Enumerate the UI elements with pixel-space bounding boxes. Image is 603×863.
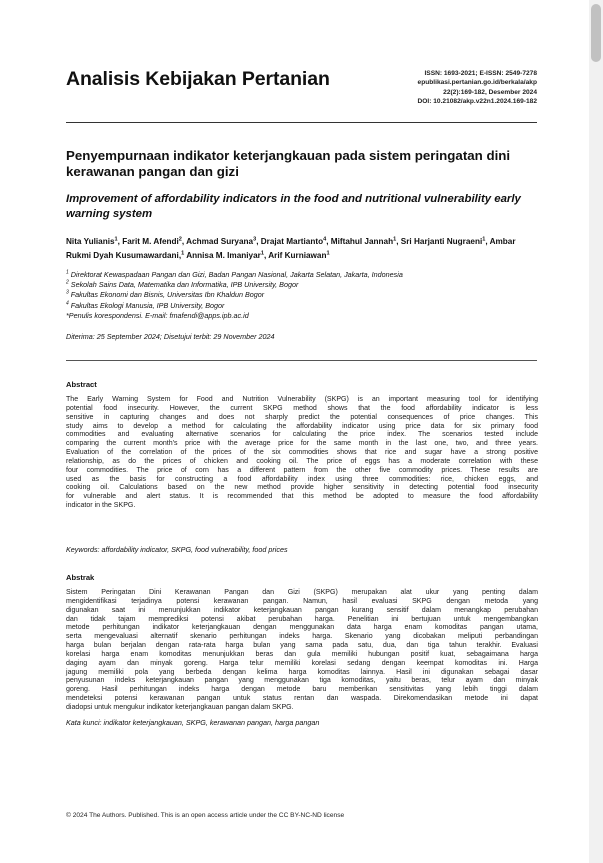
abstract-line: study aims to develop a method for calculating the affordability indicator using price data for six primary food — [66, 422, 538, 430]
journal-meta — [307, 69, 537, 107]
abstract-line: cooking oil. Calculations based on the new method provide higher sensitivity in detecting potential food insecurity — [66, 484, 538, 492]
abstract-line: potential food insecurity. However, the current SKPG method shows that the food affordability indicator is less — [66, 404, 538, 412]
affiliation-item — [66, 280, 538, 290]
doi-line: DOI: 10.21082/akp.v22n1.2024.169-182 — [417, 98, 537, 106]
author-list — [66, 235, 541, 263]
abstract-line: daging ayam dan minyak goreng. Harga telur memiliki korelasi sedang dengan keempat komoditas ini. Harga — [66, 659, 538, 667]
abstract-line: korelasi harga enam komoditas menunjukkan beras dan gula memiliki hubungan positif kuat, sebagaimana harga — [66, 650, 538, 658]
header-divider — [66, 122, 537, 123]
journal-url: epublikasi.pertanian.go.id/berkala/akp — [417, 79, 537, 87]
abstract-line: mendeteksi potensi kerawanan pangan untuk status rentan dan waspada. Direkomendasikan metode ini dapat — [66, 695, 538, 703]
affiliation-text: Fakultas Ekologi Manusia, IPB University, Bogor — [68, 300, 225, 310]
author-name: Achmad Suryana — [186, 237, 254, 246]
author-separator: , — [485, 237, 490, 246]
affiliation-item — [66, 270, 538, 280]
author-affiliation-marker: 1 — [326, 250, 330, 257]
abstract-line: sensitive in capturing changes and does not sharply predict the potential consequences of price changes. This — [66, 413, 538, 421]
abstract-line: Evaluation of the correlation of the prices of the six commodities shows that rice and sugar have a strong positive — [66, 449, 538, 457]
author-name: Farit M. Afendi — [122, 237, 179, 246]
scrollbar[interactable] — [589, 0, 603, 863]
affiliation-marker: 2 — [66, 279, 69, 286]
affiliation-marker: 3 — [66, 290, 69, 297]
author-affiliation-marker: 1 — [482, 236, 486, 243]
author-affiliation-marker: 4 — [323, 236, 327, 243]
abstract-line: four commodities. The price of corn has a different pattern from the other five commodity prices. These results are — [66, 466, 538, 474]
author-affiliation-marker: 1 — [260, 250, 264, 257]
abstract-line: commodities and evaluating alternative scenarios for calculating the price index. The scenarios tested include — [66, 431, 538, 439]
abstract-line: for vulnerable and alert status. It is recommended that this method be adopted to measure the food affordability — [66, 493, 538, 501]
abstract-line: relationship, as do the prices of chicken and cooking oil. The price of eggs has a moderate correlation with these — [66, 457, 538, 465]
abstract-line: harga bulan berjalan dengan rata-rata harga bulan yang sama pada satu, dua, dan tiga tahun terakhir. Evaluasi — [66, 642, 538, 650]
abstract-line: The Early Warning System for Food and Nutrition Vulnerability (SKPG) is an important measuring tool for identifying — [66, 396, 538, 403]
submission-dates: Diterima: 25 September 2024; Disetujui terbit: 29 November 2024 — [66, 332, 275, 341]
author-affiliation-marker: 2 — [178, 236, 182, 243]
affiliation-text: Direktorat Kewaspadaan Pangan dan Gizi, Badan Pangan Nasional, Jakarta Selatan, Jakarta, Indonesia — [68, 270, 403, 279]
author-name: Miftahul Jannah — [330, 237, 394, 246]
issn-line: ISSN: 1693-2021; E-ISSN: 2549-7278 — [424, 70, 537, 77]
affiliation-lines — [66, 270, 538, 311]
affiliation-marker: 1 — [66, 269, 69, 276]
article-title-english: Improvement of affordability indicators in the food and nutritional vulnerability early warning system — [66, 193, 521, 220]
affiliation-item — [66, 301, 538, 311]
author-name: Ambar Rukmi Dyah Kusumawardani, — [66, 237, 516, 260]
abstract-line: digunakan saat ini menunjukkan indikator keterjangkauan pangan kurang sensitif dalam menangkap perubahan — [66, 606, 538, 614]
affiliation-text: Fakultas Ekonomi dan Bisnis, Universitas Ibn Khaldun Bogor — [68, 290, 265, 300]
abstract-line: Sistem Peringatan Dini Kerawanan Pangan dan Gizi (SKPG) merupakan alat ukur yang penting dalam — [66, 589, 538, 596]
author-separator: , — [256, 237, 261, 246]
abstract-line: penyusunan indeks keterjangkauan pangan yang menggunakan tiga komoditas, yaitu beras, telur ayam dan minyak — [66, 677, 538, 685]
author-separator: , — [396, 237, 401, 246]
abstract-en-body — [66, 396, 538, 511]
corresponding-author: *Penulis korespondensi. E-mail: fmafendi@apps.ipb.ac.id — [66, 310, 249, 320]
author-name: Arif Kurniawan — [268, 250, 327, 260]
author-affiliation-marker: 1 — [181, 250, 185, 257]
author-separator: , — [326, 237, 331, 246]
abstract-line: mengidentifikasi terjadinya potensi kerawanan pangan. Namun, hasil evaluasi SKPG dengan metoda yang — [66, 597, 538, 605]
author-separator: , — [181, 237, 187, 246]
author-affiliation-marker: 1 — [393, 236, 397, 243]
scrollbar-thumb[interactable] — [591, 4, 601, 62]
keywords-en: Keywords: affordability indicator, SKPG, food vulnerability, food prices — [66, 545, 288, 554]
author-separator: , — [263, 250, 269, 260]
article-title-indonesian: Penyempurnaan indikator keterjangkauan pada sistem peringatan dini kerawanan pangan dan gizi — [66, 148, 511, 179]
abstract-id-heading: Abstrak — [66, 573, 95, 582]
abstract-line: diadopsi untuk mengukur indikator keterjangkauan pangan dalam SKPG. — [66, 703, 294, 711]
abstract-line: serta mengevaluasi alternatif skenario perhitungan indeks harga. Skenario yang dicobakan meliputi perbandingan — [66, 633, 538, 641]
affiliation-marker: 4 — [66, 300, 69, 307]
license-footer: © 2024 The Authors. Published. This is an open access article under the CC BY-NC-ND license — [66, 812, 345, 819]
affiliation-list — [66, 270, 538, 321]
section-divider — [66, 360, 537, 361]
affiliation-text: Sekolah Sains Data, Matematika dan Informatika, IPB University, Bogor — [68, 280, 299, 290]
author-name: Nita Yulianis — [66, 237, 115, 246]
abstract-line: dan tidak tajam memprediksi potensi akibat perubahan harga. Penelitian ini bertujuan untuk mengembangkan — [66, 615, 538, 623]
author-separator: , — [117, 237, 123, 246]
abstract-id-body — [66, 589, 538, 713]
author-name: Sri Harjanti Nugraeni — [400, 237, 483, 246]
abstract-en-heading: Abstract — [66, 380, 97, 389]
author-name: Annisa M. Imaniyar — [186, 250, 261, 260]
author-name: Drajat Martianto — [260, 237, 324, 246]
abstract-line: indicator in the SKPG. — [66, 502, 136, 510]
author-affiliation-marker: 1 — [114, 236, 118, 243]
abstract-line: goreng. Hasil perhitungan indeks harga dengan metode baru memberikan sensitivitas yang lebih tinggi dalam — [66, 686, 538, 694]
author-affiliation-marker: 3 — [253, 236, 257, 243]
abstract-line: jagung memiliki pola yang berbeda dengan kelima harga komoditas lainnya. Hasil ini digunakan sebagai dasar — [66, 668, 538, 676]
abstract-line: comparing the current month's price with the average price for the same month in the last one, two, and three years. — [66, 440, 538, 448]
abstract-line: used as the basis for constructing a food affordability index using three commodities: rice, chicken eggs, and — [66, 475, 538, 483]
volume-line: 22(2):169-182, Desember 2024 — [443, 88, 537, 96]
journal-name: Analisis Kebijakan Pertanian — [66, 68, 330, 90]
affiliation-item — [66, 290, 538, 300]
abstract-line: metode perhitungan indikator keterjangkauan dengan menggunakan data harga enam komoditas pangan utama, — [66, 624, 538, 632]
keywords-id: Kata kunci: indikator keterjangkauan, SKPG, kerawanan pangan, harga pangan — [66, 718, 320, 727]
